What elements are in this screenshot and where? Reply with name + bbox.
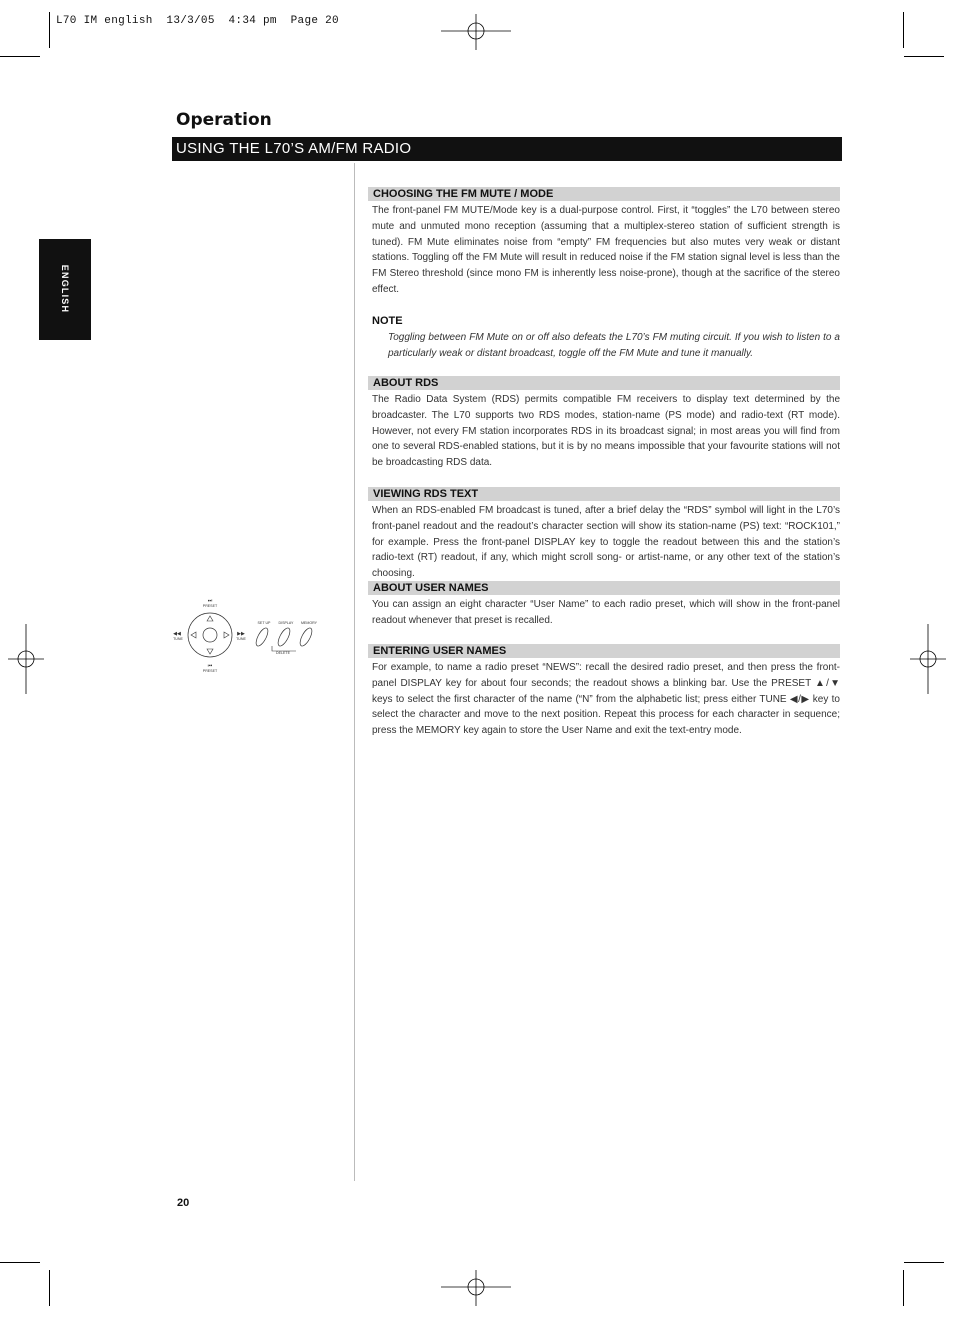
crop-mark <box>49 12 50 48</box>
section-header <box>368 487 840 501</box>
skip-next-icon: ⏭ <box>207 598 213 604</box>
memory-label: MEMORY <box>300 621 318 625</box>
section-title: Operation <box>176 110 272 130</box>
crop-mark <box>904 56 944 57</box>
page-number: 20 <box>177 1197 190 1209</box>
display-key <box>276 626 292 647</box>
section-body: You can assign an eight character “User Name” to each radio preset, which will show in the front-panel readout whenever that preset is recalled. <box>372 599 840 626</box>
tune-left-label: TUNE <box>173 637 183 641</box>
chapter-banner-label: USING THE L70’S AM/FM RADIO <box>176 140 412 157</box>
registration-mark <box>441 14 511 50</box>
setup-key <box>254 626 270 647</box>
crop-mark <box>903 1270 904 1306</box>
registration-mark <box>441 1270 511 1306</box>
crop-mark <box>903 12 904 48</box>
skip-prev-icon: ⏮ <box>207 663 213 669</box>
down-arrow-icon <box>207 649 213 654</box>
note-label: NOTE <box>372 315 403 327</box>
language-tab-label: ENGLISH <box>60 264 70 314</box>
chapter-banner <box>172 137 842 161</box>
delete-label: DELETE <box>276 651 290 655</box>
setup-label: SET UP <box>257 621 271 625</box>
column-divider <box>354 163 355 1181</box>
section-body: The Radio Data System (RDS) permits compatible FM receivers to display text determined by the broadcaster. The L70 supports two RDS modes, station-name (PS mode) and radio-text (RT mode). However, not every FM station incorporates RDS in its broadcast signal; in most areas you will find from one to several RDS-enabled stations, but it is by no means impossible that your favourite stations will not be broadcasting RDS data. <box>372 394 840 469</box>
right-arrow-icon <box>224 632 229 638</box>
section-header <box>368 581 840 595</box>
crop-mark <box>0 56 40 57</box>
section-body: The front-panel FM MUTE/Mode key is a dual-purpose control. First, it “toggles” the L70 between stereo mute and unmuted mono reception (assuming that a multiplex-stereo station of sufficient strength is tuned). FM Mute eliminates noise from “empty” FM frequencies but also mutes very weak or distant stations. Toggling off the FM Mute will result in reduced noise if the FM station signal level is less than the FM Stereo threshold (since mono FM is inherently less noise-prone), though at the sacrifice of the stereo effect. <box>372 205 840 295</box>
front-panel-illustration <box>170 595 320 675</box>
print-slug: L70 IM english 13/3/05 4:34 pm Page 20 <box>56 15 339 27</box>
rewind-icon: ◀◀ <box>173 631 181 637</box>
crop-mark <box>904 1262 944 1263</box>
language-tab <box>39 239 91 340</box>
section-body: For example, to name a radio preset “NEWS”: recall the desired radio preset, and then press the front-panel DISPLAY key for about four seconds; the readout shows a blinking bar. Use the PRESET ▲/▼ keys to select the first character of the name (“N” from the alphabetic list; press either TUNE ◀/▶ key to select the character and move to the next position. Repeat this process for each character in sequence; press the MEMORY key again to store the User Name and exit the text-entry mode. <box>372 662 840 737</box>
up-arrow-icon <box>207 616 213 621</box>
section-header <box>368 187 840 201</box>
note-text: Toggling between FM Mute on or off also defeats the L70’s FM muting circuit. If you wish to listen to a particularly weak or distant broadcast, toggle off the FM Mute and tune it manually. <box>388 332 840 359</box>
section-heading: VIEWING RDS TEXT <box>373 488 479 500</box>
section-body: When an RDS-enabled FM broadcast is tuned, after a brief delay the “RDS” symbol will light in the L70’s front-panel readout and the readout’s character section will show its station-name (PS) text: “ROCK101,” for example. Press the front-panel DISPLAY key to toggle the readout between this and the station’s radio-text (RT) readout, if any, which might scroll song- or artist-name, or any other text of the station’s choosing. <box>372 505 840 580</box>
fast-forward-icon: ▶▶ <box>237 631 245 637</box>
section-heading: ABOUT RDS <box>373 377 439 389</box>
section-header <box>368 644 840 658</box>
registration-mark <box>8 624 44 694</box>
section-heading: CHOOSING THE FM MUTE / MODE <box>373 188 554 200</box>
memory-key <box>298 626 314 647</box>
registration-mark <box>910 624 946 694</box>
tune-right-label: TUNE <box>236 637 246 641</box>
preset-bottom-label: PRESET <box>202 669 218 673</box>
crop-mark <box>0 1262 40 1263</box>
crop-mark <box>49 1270 50 1306</box>
navigation-dial <box>188 613 232 657</box>
section-heading: ENTERING USER NAMES <box>373 645 507 657</box>
display-label: DISPLAY <box>278 621 294 625</box>
left-arrow-icon <box>191 632 196 638</box>
section-header <box>368 376 840 390</box>
preset-top-label: PRESET <box>202 604 218 608</box>
section-heading: ABOUT USER NAMES <box>373 582 489 594</box>
